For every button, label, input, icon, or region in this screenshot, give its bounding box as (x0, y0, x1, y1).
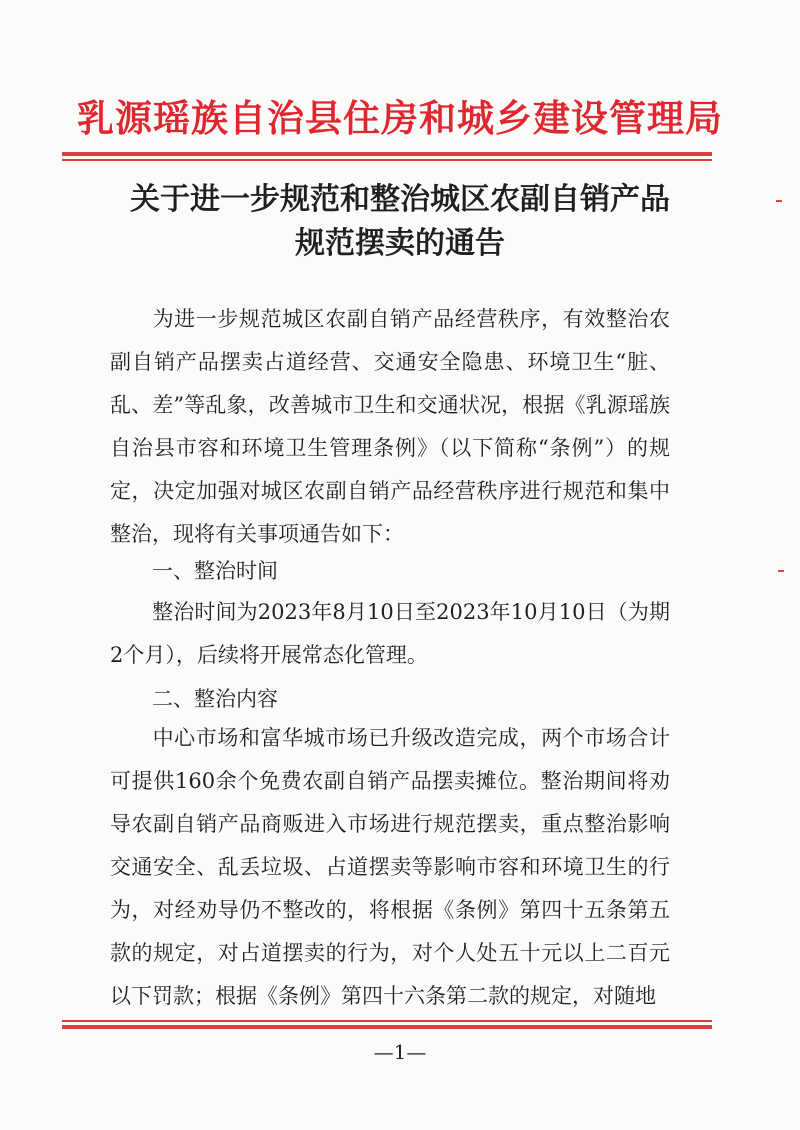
page-number: —1— (373, 1040, 427, 1064)
section1-heading: 一、整治时间 (152, 559, 278, 583)
header-rule-thick (62, 152, 712, 156)
section1-paragraph (110, 591, 670, 677)
notice-title-line2: 规范摆卖的通告 (295, 226, 505, 261)
footer-rule-thick (62, 1025, 712, 1029)
intro-paragraph (110, 298, 670, 556)
section2-paragraph (110, 717, 670, 1018)
section2-heading: 二、整治内容 (152, 687, 278, 711)
margin-mark (776, 200, 782, 202)
intro-text: 为进一步规范城区农副自销产品经营秩序，有效整治农副自销产品摆卖占道经营、交通安全隐患、环境卫生“脏、乱、差”等乱象，改善城市卫生和交通状况，根据《乳源瑶族自治县市容和环境卫生管理条例》（以下简称“条例”）的规定，决定加强对城区农副自销产品经营秩序进行规范和集中整治，现将有关事项通告如下： (110, 307, 670, 546)
notice-title-line1: 关于进一步规范和整治城区农副自销产品 (130, 182, 670, 217)
footer-rule-thin (62, 1020, 712, 1022)
header-rule-thin (62, 159, 712, 161)
agency-header: 乳源瑶族自治县住房和城乡建设管理局 (77, 97, 723, 140)
section2-text: 中心市场和富华城市场已升级改造完成，两个市场合计可提供160余个免费农副自销产品摆卖摊位。整治期间将劝导农副自销产品商贩进入市场进行规范摆卖，重点整治影响交通安全、乱丢垃圾、占道摆卖等影响市容和环境卫生的行为，对经劝导仍不整改的，将根据《条例》第四十五条第五款的规定，对占道摆卖的行为，对个人处五十元以上二百元以下罚款；根据《条例》第四十六条第二款的规定，对随地 (110, 726, 670, 1008)
margin-mark (778, 570, 784, 572)
section1-text: 整治时间为2023年8月10日至2023年10月10日（为期2个月），后续将开展常态化管理。 (110, 600, 670, 667)
